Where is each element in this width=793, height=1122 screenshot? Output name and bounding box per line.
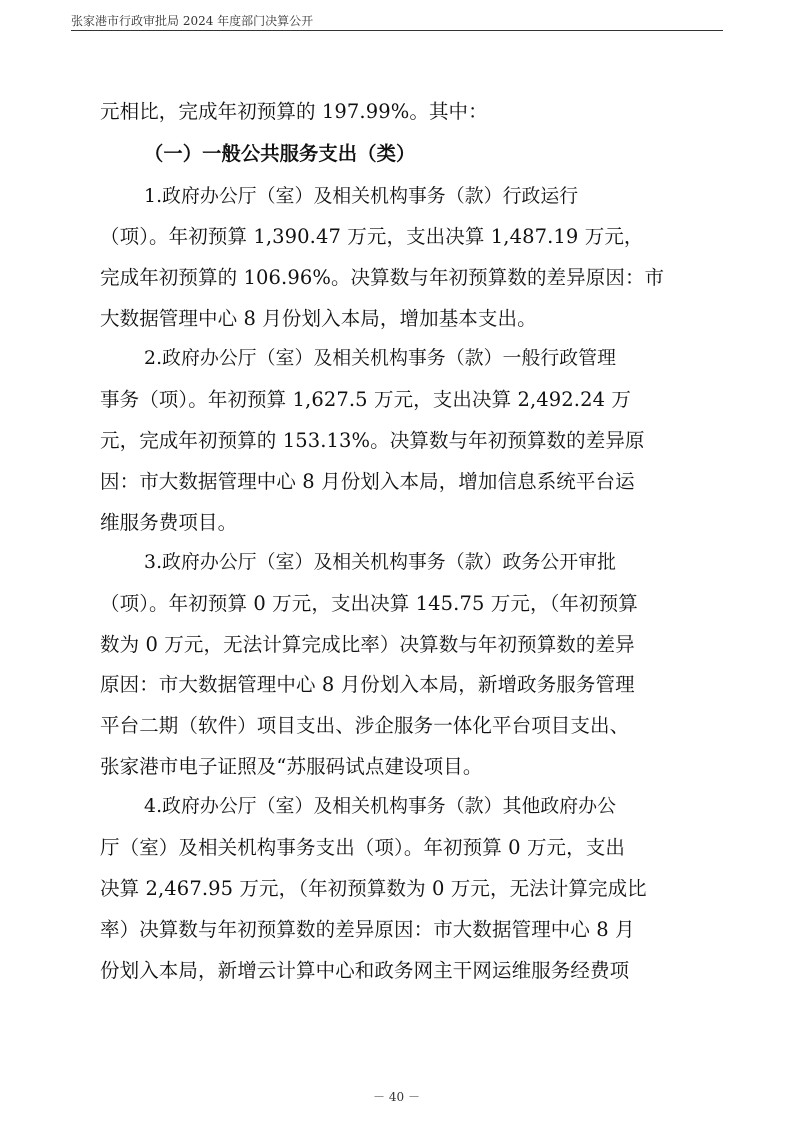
paragraph-line: 份划入本局，新增云计算中心和政务网主干网运维服务经费项 (100, 959, 630, 982)
paragraph-line: 事务（项）。年初预算 1,627.5 万元，支出决算 2,492.24 万 (100, 388, 632, 411)
paragraph-line: 因：市大数据管理中心 8 月份划入本局，增加信息系统平台运 (100, 470, 635, 493)
paragraph-line: 1.政府办公厅（室）及相关机构事务（款）行政运行 (144, 186, 579, 207)
page-number: － 40 － (373, 1090, 420, 1104)
paragraph-line: 大数据管理中心 8 月份划入本局，增加基本支出。 (100, 307, 537, 330)
paragraph-line: 完成年初预算的 106.96%。决算数与年初预算数的差异原因：市 (100, 266, 665, 289)
paragraph-line: 3.政府办公厅（室）及相关机构事务（款）政务公开审批 (144, 552, 617, 573)
paragraph-line: 张家港市电子证照及“苏服码试点建设项目。 (100, 755, 483, 778)
paragraph-line: 元相比，完成年初预算的 197.99%。其中： (100, 100, 488, 123)
paragraph-line: （项）。年初预算 0 万元，支出决算 145.75 万元，（年初预算 (100, 592, 638, 615)
page-header (71, 10, 723, 31)
paragraph-line: 数为 0 万元，无法计算完成比率）决算数与年初预算数的差异 (100, 633, 635, 656)
header-title: 张家港市行政审批局 2024 年度部门决算公开 (71, 14, 314, 28)
paragraph-line: 4.政府办公厅（室）及相关机构事务（款）其他政府办公 (144, 796, 617, 817)
paragraph-line: 元，完成年初预算的 153.13%。决算数与年初预算数的差异原 (100, 429, 645, 452)
paragraph-line: 2.政府办公厅（室）及相关机构事务（款）一般行政管理 (144, 348, 617, 369)
paragraph-line: （项）。年初预算 1,390.47 万元，支出决算 1,487.19 万元， (100, 225, 644, 248)
paragraph-line: 原因：市大数据管理中心 8 月份划入本局，新增政务服务管理 (100, 673, 635, 696)
section-heading: （一）一般公共服务支出（类） (144, 142, 416, 165)
paragraph-line: 平台二期（软件）项目支出、涉企服务一体化平台项目支出、 (100, 714, 630, 737)
paragraph-line: 率）决算数与年初预算数的差异原因：市大数据管理中心 8 月 (100, 918, 635, 941)
paragraph-line: 决算 2,467.95 万元，（年初预算数为 0 万元，无法计算完成比 (100, 877, 647, 900)
paragraph-line: 厅（室）及相关机构事务支出（项）。年初预算 0 万元，支出 (100, 836, 625, 859)
paragraph-line: 维服务费项目。 (100, 511, 238, 534)
